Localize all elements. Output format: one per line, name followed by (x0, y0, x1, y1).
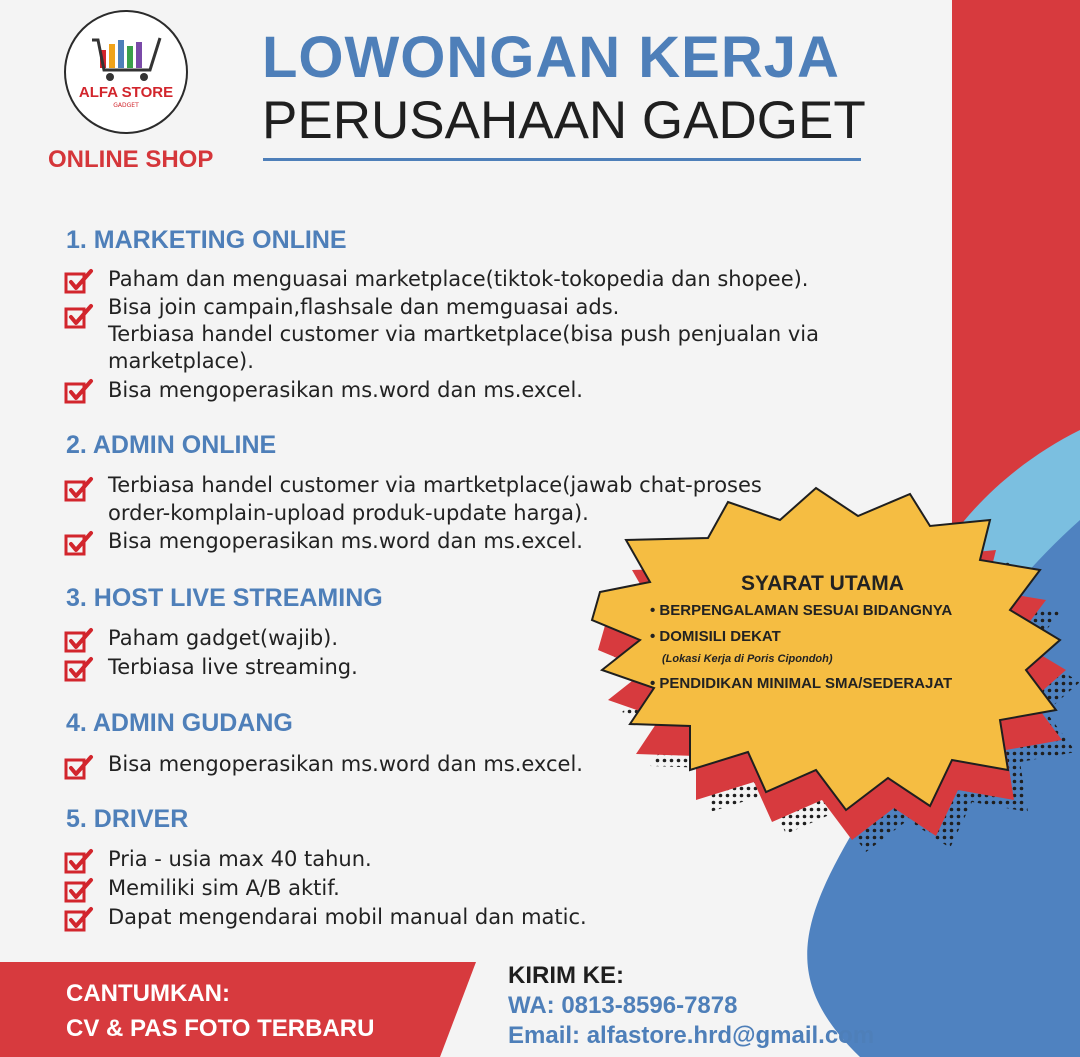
cta-line1: CANTUMKAN: (66, 980, 230, 1007)
list-item: Bisa mengoperasikan ms.word dan ms.excel. (108, 529, 583, 553)
section-title-marketing-online: 1. MARKETING ONLINE (66, 226, 347, 254)
cta-line2: CV & PAS FOTO TERBARU (66, 1015, 375, 1042)
contact-whatsapp[interactable]: WA: 0813-8596-7878 (508, 992, 738, 1019)
list-item: Paham gadget(wajib). (108, 626, 339, 650)
list-item: order-komplain-upload produk-update harga). (108, 501, 589, 525)
requirement-item: • PENDIDIKAN MINIMAL SMA/SEDERAJAT (650, 675, 953, 692)
list-item: Dapat mengendarai mobil manual dan matic. (108, 905, 587, 929)
section-title-admin-online: 2. ADMIN ONLINE (66, 431, 277, 459)
logo-name: ALFA STORE (78, 84, 174, 101)
section-title-driver: 5. DRIVER (66, 805, 189, 833)
list-item: Paham dan menguasai marketplace(tiktok-tokopedia dan shopee). (108, 267, 809, 291)
logo-sub: GADGET (113, 102, 139, 109)
list-item: Memiliki sim A/B aktif. (108, 876, 340, 900)
list-item: Bisa join campain,flashsale dan memguasai ads. (108, 295, 620, 319)
section-title-admin-gudang: 4. ADMIN GUDANG (66, 709, 293, 737)
list-item: marketplace). (108, 349, 254, 373)
list-item: Pria - usia max 40 tahun. (108, 847, 372, 871)
requirements-title: SYARAT UTAMA (741, 572, 904, 595)
list-item: Terbiasa live streaming. (108, 655, 358, 679)
list-item: Terbiasa handel customer via martketplace(jawab chat-proses (108, 473, 762, 497)
requirement-note: (Lokasi Kerja di Poris Cipondoh) (662, 653, 833, 665)
list-item: Terbiasa handel customer via martketplace(bisa push penjualan via (108, 322, 820, 346)
contact-title: KIRIM KE: (508, 962, 624, 989)
shop-label: ONLINE SHOP (48, 146, 214, 173)
requirement-item: • DOMISILI DEKAT (650, 628, 781, 645)
page-title: LOWONGAN KERJA (262, 25, 840, 90)
requirement-item: • BERPENGALAMAN SESUAI BIDANGNYA (650, 602, 953, 619)
list-item: Bisa mengoperasikan ms.word dan ms.excel. (108, 752, 583, 776)
page-subtitle: PERUSAHAAN GADGET (262, 91, 866, 150)
section-title-host-live-streaming: 3. HOST LIVE STREAMING (66, 584, 383, 612)
contact-email[interactable]: Email: alfastore.hrd@gmail.com (508, 1022, 875, 1049)
list-item: Bisa mengoperasikan ms.word dan ms.excel. (108, 378, 583, 402)
